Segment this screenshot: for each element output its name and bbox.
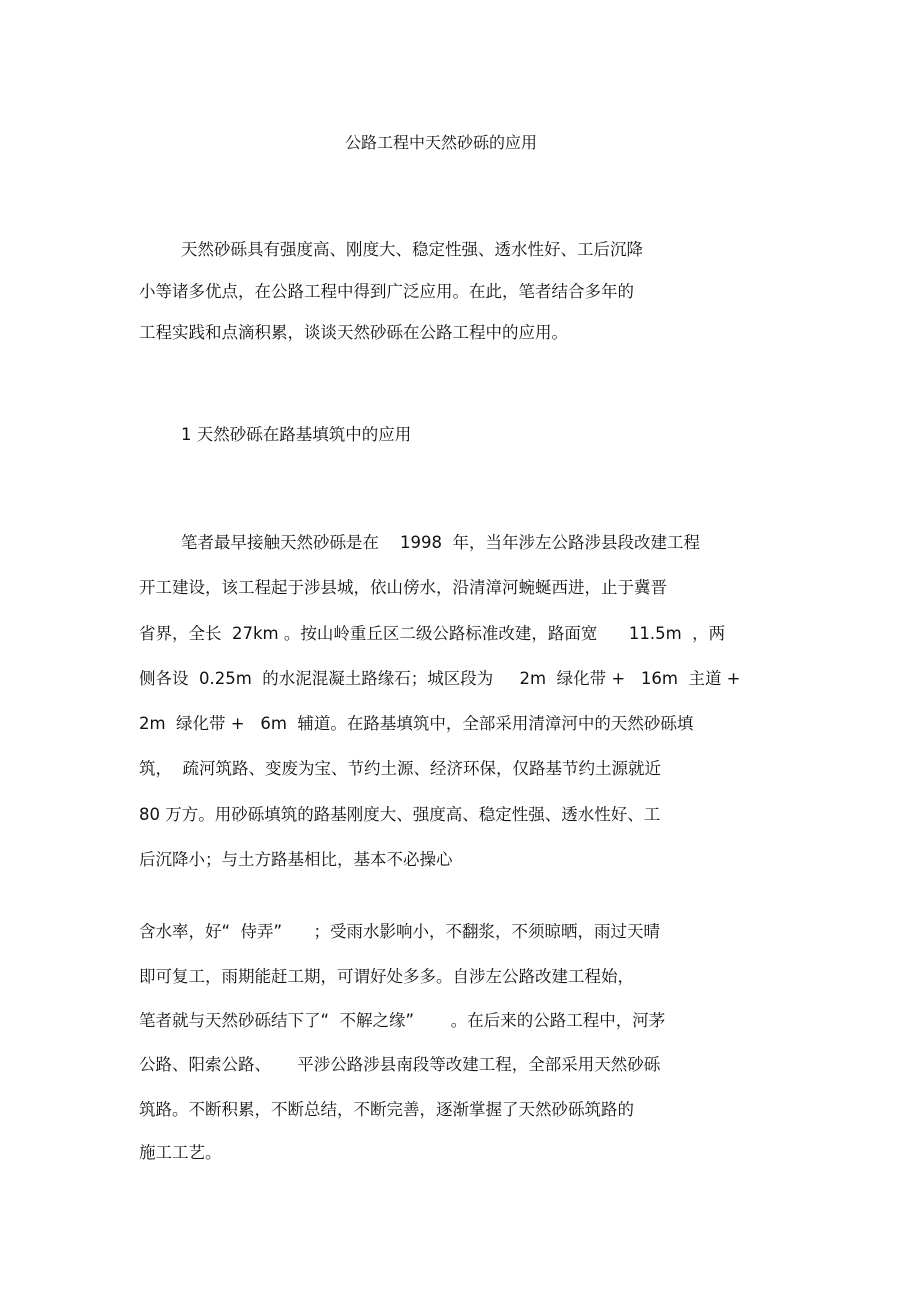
text-line: 开工建设，该工程起于涉县城，依山傍水，沿清漳河蜿蜒西进，止于冀晋: [139, 578, 667, 597]
text-line: 施工工艺。: [139, 1143, 222, 1162]
text-line: 小等诸多优点，在公路工程中得到广泛应用。在此，笔者结合多年的: [139, 282, 634, 301]
text-line: 侧各设 0.25m 的水泥混凝土路缘石；城区段为 2m 绿化带 + 16m 主道 +: [139, 669, 741, 688]
text-line: 省界，全长 27km 。按山岭重丘区二级公路标准改建，路面宽 11.5m ，两: [139, 624, 726, 643]
text-line: 含水率，好“ 侍弄” ；受雨水影响小，不翻浆，不须晾晒，雨过天晴: [139, 922, 661, 941]
text-line: 2m 绿化带 + 6m 辅道。在路基填筑中，全部采用清漳河中的天然砂砾填: [139, 714, 694, 733]
text-line: 天然砂砾具有强度高、刚度大、稳定性强、透水性好、工后沉降: [181, 240, 643, 259]
text-line: 公路、阳索公路、 平涉公路涉县南段等改建工程，全部采用天然砂砾: [139, 1055, 661, 1074]
text-line: 笔者就与天然砂砾结下了“ 不解之缘” 。在后来的公路工程中，河茅: [139, 1011, 666, 1030]
text-line: 后沉降小；与土方路基相比，基本不必操心: [139, 850, 453, 869]
section-heading: 1 天然砂砾在路基填筑中的应用: [181, 425, 412, 444]
text-line: 即可复工，雨期能赶工期，可谓好处多多。自涉左公路改建工程始，: [139, 967, 634, 986]
document-title: 公路工程中天然砂砾的应用: [344, 133, 537, 152]
text-line: 筑路。不断积累，不断总结，不断完善，逐渐掌握了天然砂砾筑路的: [139, 1100, 634, 1119]
text-line: 筑， 疏河筑路、变废为宝、节约土源、经济环保，仅路基节约土源就近: [139, 759, 661, 778]
text-line: 工程实践和点滴积累，谈谈天然砂砾在公路工程中的应用。: [139, 323, 568, 342]
text-line: 80 万方。用砂砾填筑的路基刚度大、强度高、稳定性强、透水性好、工: [139, 805, 661, 824]
text-line: 笔者最早接触天然砂砾是在 1998 年，当年涉左公路涉县段改建工程: [181, 533, 700, 552]
